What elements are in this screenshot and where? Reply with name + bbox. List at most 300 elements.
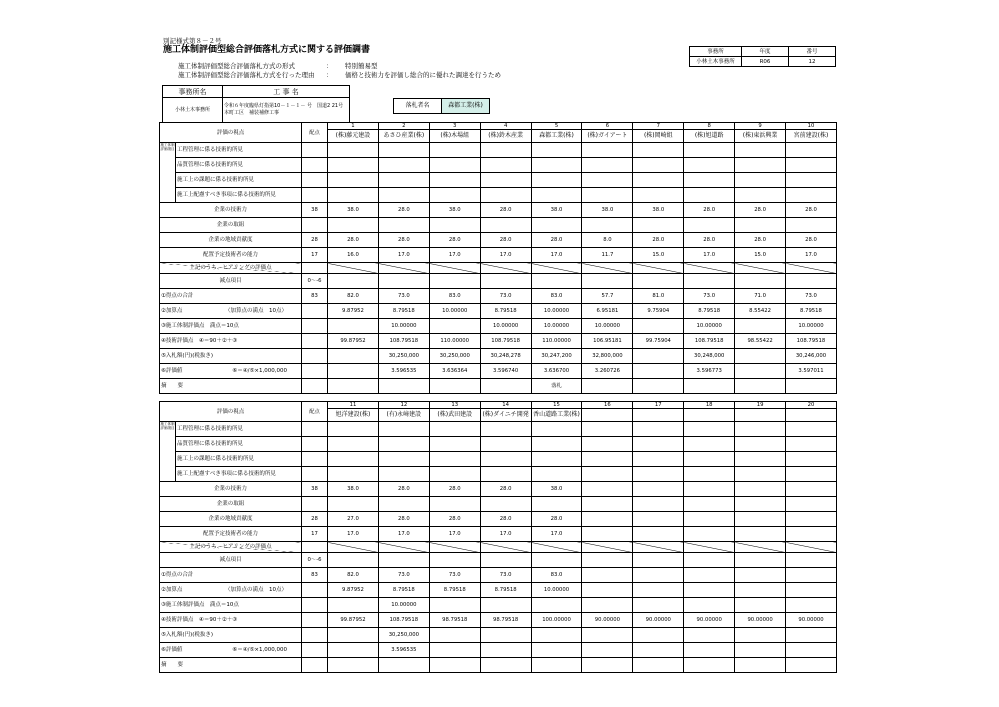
score-cell: [582, 188, 633, 203]
vertical-category-label: 施工体制評価項目: [160, 422, 176, 482]
score-cell: 15.0: [633, 248, 684, 263]
score-cell: 108.79518: [480, 334, 531, 349]
score-cell: [735, 422, 786, 437]
score-cell: [328, 319, 379, 334]
score-cell: 32,800,000: [582, 349, 633, 364]
score-cell: [328, 218, 379, 233]
row-label-note: ⑥＝④/⑤×1,000,000: [232, 368, 288, 374]
score-cell: 30,250,000: [378, 628, 429, 643]
points-cell: [302, 263, 328, 274]
score-cell: [480, 158, 531, 173]
score-cell: 15.0: [735, 248, 786, 263]
points-cell: [302, 437, 328, 452]
score-cell: 90.00000: [582, 613, 633, 628]
score-cell: [786, 143, 837, 158]
score-cell: [378, 379, 429, 394]
bidder-name: (株)木場組: [429, 130, 480, 143]
score-cell: [633, 143, 684, 158]
score-cell: [684, 482, 735, 497]
points-cell: [302, 364, 328, 379]
score-cell: [735, 467, 786, 482]
score-cell: [429, 643, 480, 658]
score-cell: [531, 658, 582, 673]
points-cell: [302, 304, 328, 319]
row-label-text: ①得点の合計: [161, 572, 194, 578]
row-label: 企業の技術力: [160, 203, 302, 218]
bidder-name: [582, 409, 633, 422]
score-cell: [531, 452, 582, 467]
score-cell: [684, 158, 735, 173]
score-cell: [633, 158, 684, 173]
score-cell: [582, 512, 633, 527]
bidder-number: 17: [633, 402, 684, 409]
score-cell: 28.0: [735, 233, 786, 248]
office-name-header: 事務所名: [163, 86, 223, 98]
score-cell: [786, 527, 837, 542]
score-cell: 38.0: [328, 482, 379, 497]
bidder-name: (株)旭道路: [684, 130, 735, 143]
row-label-text: ⑥評価値: [161, 368, 183, 374]
score-cell: 10.00000: [531, 304, 582, 319]
score-cell: [684, 379, 735, 394]
bidder-name: (株)岡崎組: [633, 130, 684, 143]
score-cell: [684, 643, 735, 658]
score-cell: [531, 422, 582, 437]
score-cell: [582, 643, 633, 658]
score-cell: [633, 658, 684, 673]
work-name-header: 工 事 名: [223, 86, 350, 98]
points-cell: [302, 173, 328, 188]
score-cell: 28.0: [429, 512, 480, 527]
score-cell: [582, 263, 633, 274]
points-cell: 0～-6: [302, 553, 328, 568]
info-box: [689, 46, 836, 67]
score-cell: [582, 542, 633, 553]
score-cell: 3.636700: [531, 364, 582, 379]
score-cell: [684, 583, 735, 598]
score-cell: [531, 598, 582, 613]
score-cell: [429, 173, 480, 188]
score-cell: [582, 658, 633, 673]
bidder-name: (株)武田建設: [429, 409, 480, 422]
score-cell: 90.00000: [633, 613, 684, 628]
row-label: [160, 643, 302, 658]
score-cell: 30,250,000: [378, 349, 429, 364]
score-cell: 17.0: [684, 248, 735, 263]
points-cell: [302, 452, 328, 467]
score-cell: [684, 527, 735, 542]
score-cell: [378, 173, 429, 188]
row-label-text: ②加算点: [161, 308, 183, 314]
score-cell: [480, 497, 531, 512]
score-cell: [735, 628, 786, 643]
score-cell: [735, 364, 786, 379]
score-cell: 10.00000: [429, 304, 480, 319]
score-cell: [429, 598, 480, 613]
score-cell: 17.0: [531, 527, 582, 542]
work-name-value: 令和６年度臨県灯指第10－１－１－ 号 国道2 21号 本町工区 補装補修工事: [223, 98, 350, 123]
score-cell: 8.79518: [480, 583, 531, 598]
reason-colon: ：: [326, 71, 333, 79]
score-cell: [480, 437, 531, 452]
score-cell: 28.0: [429, 233, 480, 248]
info-value-office: 小林土木事務所: [690, 57, 742, 67]
bidder-number: 6: [582, 123, 633, 130]
score-cell: 100.00000: [531, 613, 582, 628]
points-cell: 17: [302, 527, 328, 542]
score-cell: [378, 452, 429, 467]
score-cell: [429, 379, 480, 394]
score-cell: 73.0: [378, 289, 429, 304]
score-cell: [328, 553, 379, 568]
info-header-year: 年度: [742, 47, 789, 57]
score-cell: [480, 143, 531, 158]
score-cell: [735, 568, 786, 583]
points-cell: [302, 218, 328, 233]
score-cell: 110.00000: [429, 334, 480, 349]
score-cell: [480, 274, 531, 289]
score-cell: [328, 349, 379, 364]
winner-label: 落札者名: [394, 99, 442, 114]
score-cell: [429, 437, 480, 452]
score-cell: [378, 497, 429, 512]
row-label-note: （加算点の満点 10点）: [225, 587, 288, 593]
score-table-2: [159, 401, 837, 673]
score-cell: 10.00000: [582, 319, 633, 334]
score-cell: [582, 527, 633, 542]
score-cell: [480, 173, 531, 188]
score-cell: 28.0: [531, 233, 582, 248]
score-cell: [429, 497, 480, 512]
row-label-note: ⑥＝④/⑤×1,000,000: [232, 647, 288, 653]
score-cell: [378, 263, 429, 274]
points-cell: 38: [302, 482, 328, 497]
score-cell: [735, 527, 786, 542]
score-cell: [582, 422, 633, 437]
row-label-text: ③施工体制評価点 満点＝10点: [161, 323, 239, 329]
score-cell: [684, 263, 735, 274]
row-label: [160, 334, 302, 349]
bidder-number: 15: [531, 402, 582, 409]
score-cell: [684, 188, 735, 203]
bidder-name: (株)鈴木産業: [480, 130, 531, 143]
score-cell: 83.0: [531, 289, 582, 304]
score-cell: [633, 497, 684, 512]
score-cell: [735, 218, 786, 233]
score-cell: [429, 658, 480, 673]
score-cell: [328, 497, 379, 512]
score-cell: 28.0: [480, 482, 531, 497]
bidder-name: (有)永﨑建設: [378, 409, 429, 422]
score-cell: 8.79518: [378, 304, 429, 319]
score-cell: 38.0: [633, 203, 684, 218]
row-label: [160, 304, 302, 319]
page-title: 施工体制評価型総合評価落札方式に関する評価調書: [163, 45, 371, 55]
view-header: 評価の視点: [160, 123, 302, 143]
score-cell: [429, 143, 480, 158]
score-cell: [582, 598, 633, 613]
bidder-name: (株)藤元建設: [328, 130, 379, 143]
score-cell: [735, 379, 786, 394]
bidder-number: 5: [531, 123, 582, 130]
points-cell: 28: [302, 233, 328, 248]
row-label-text: ⑥評価値: [161, 647, 183, 653]
score-cell: 98.79518: [480, 613, 531, 628]
office-name-value: 小林土木事務所: [163, 98, 223, 123]
score-cell: [633, 553, 684, 568]
score-cell: [735, 319, 786, 334]
score-cell: 17.0: [328, 527, 379, 542]
score-cell: [582, 274, 633, 289]
bidder-number: 9: [735, 123, 786, 130]
score-cell: 38.0: [531, 203, 582, 218]
score-cell: [684, 218, 735, 233]
score-cell: 110.00000: [531, 334, 582, 349]
score-cell: [684, 658, 735, 673]
score-cell: [633, 643, 684, 658]
score-cell: [786, 437, 837, 452]
score-cell: [531, 218, 582, 233]
score-cell: [735, 437, 786, 452]
office-work-box: [162, 85, 350, 123]
info-header-number: 番号: [789, 47, 836, 57]
score-cell: [735, 158, 786, 173]
score-cell: 82.0: [328, 568, 379, 583]
score-cell: [378, 422, 429, 437]
score-cell: [735, 143, 786, 158]
score-cell: 3.596773: [684, 364, 735, 379]
form-number: 別記様式第８－２号: [163, 37, 222, 45]
score-cell: 11.7: [582, 248, 633, 263]
bidder-name: 旭洋建設(株): [328, 409, 379, 422]
score-cell: [786, 274, 837, 289]
bidder-name: [633, 409, 684, 422]
points-cell: [302, 379, 328, 394]
score-cell: [786, 263, 837, 274]
score-cell: [633, 218, 684, 233]
score-cell: [786, 583, 837, 598]
score-cell: 10.00000: [378, 319, 429, 334]
score-cell: 73.0: [378, 568, 429, 583]
points-cell: 17: [302, 248, 328, 263]
bidder-number: 3: [429, 123, 480, 130]
vertical-category-label: 施工体制評価項目: [160, 143, 176, 203]
score-cell: [480, 628, 531, 643]
score-cell: 17.0: [480, 248, 531, 263]
score-cell: 108.79518: [684, 334, 735, 349]
row-label: 企業の取組: [160, 218, 302, 233]
score-cell: [633, 349, 684, 364]
row-label: [160, 379, 302, 394]
score-cell: [786, 643, 837, 658]
row-label: [160, 568, 302, 583]
points-cell: [302, 422, 328, 437]
score-cell: [429, 188, 480, 203]
bidder-number: 14: [480, 402, 531, 409]
score-cell: 28.0: [429, 482, 480, 497]
score-cell: [582, 583, 633, 598]
score-cell: [429, 422, 480, 437]
bidder-number: 1: [328, 123, 379, 130]
score-cell: [531, 173, 582, 188]
score-cell: [633, 568, 684, 583]
score-cell: 10.00000: [531, 319, 582, 334]
score-cell: [786, 542, 837, 553]
score-table-1: [159, 122, 837, 394]
score-cell: 17.0: [786, 248, 837, 263]
bidder-name: (株)ダイニチ開発: [480, 409, 531, 422]
bidder-number: 7: [633, 123, 684, 130]
score-cell: [633, 263, 684, 274]
score-cell: 73.0: [480, 289, 531, 304]
points-cell: [302, 628, 328, 643]
score-cell: [633, 437, 684, 452]
score-cell: 3.636364: [429, 364, 480, 379]
score-cell: 3.596535: [378, 643, 429, 658]
info-header-office: 事務所: [690, 47, 742, 57]
score-cell: [378, 553, 429, 568]
score-cell: 17.0: [531, 248, 582, 263]
score-cell: [480, 553, 531, 568]
score-cell: 16.0: [328, 248, 379, 263]
score-cell: [582, 482, 633, 497]
score-cell: [735, 482, 786, 497]
score-cell: [429, 319, 480, 334]
score-cell: [328, 598, 379, 613]
score-cell: [786, 379, 837, 394]
bidder-name: 宮前建設(株): [786, 130, 837, 143]
row-label-text: ③施工体制評価点 満点＝10点: [161, 602, 239, 608]
winner-name: 森都工業(株): [442, 99, 490, 114]
points-cell: [302, 334, 328, 349]
points-header: 配点: [302, 123, 328, 143]
score-cell: [786, 188, 837, 203]
score-cell: [582, 158, 633, 173]
row-label: 上記のうち、ヒアリングの評価点: [160, 542, 302, 553]
score-cell: [480, 467, 531, 482]
score-cell: 99.87952: [328, 334, 379, 349]
score-cell: [735, 512, 786, 527]
score-cell: [633, 319, 684, 334]
score-cell: [786, 218, 837, 233]
score-cell: [378, 143, 429, 158]
score-cell: [633, 452, 684, 467]
row-label-text: ⑤入札額(円)(税抜き): [161, 353, 214, 359]
row-label: 施工上の課題に係る技術的所見: [176, 173, 302, 188]
score-cell: [633, 173, 684, 188]
score-cell: [684, 274, 735, 289]
score-cell: 28.0: [378, 233, 429, 248]
score-cell: 28.0: [480, 512, 531, 527]
score-cell: [378, 467, 429, 482]
score-cell: [684, 568, 735, 583]
bidder-name: [735, 409, 786, 422]
score-cell: 9.75904: [633, 304, 684, 319]
points-cell: [302, 143, 328, 158]
bidder-name: あさひ産業(株): [378, 130, 429, 143]
score-cell: 17.0: [429, 248, 480, 263]
score-cell: 83.0: [531, 568, 582, 583]
score-cell: 9.87952: [328, 304, 379, 319]
bidder-number: 19: [735, 402, 786, 409]
score-cell: 28.0: [684, 233, 735, 248]
score-cell: [633, 422, 684, 437]
score-cell: [429, 542, 480, 553]
score-cell: 38.0: [582, 203, 633, 218]
score-cell: 10.00000: [480, 319, 531, 334]
score-cell: [429, 628, 480, 643]
points-cell: 38: [302, 203, 328, 218]
points-cell: [302, 497, 328, 512]
score-cell: 90.00000: [684, 613, 735, 628]
score-cell: 3.596535: [378, 364, 429, 379]
score-cell: 81.0: [633, 289, 684, 304]
score-cell: 28.0: [480, 233, 531, 248]
score-cell: [378, 188, 429, 203]
score-cell: [531, 467, 582, 482]
score-cell: [786, 568, 837, 583]
score-cell: [378, 218, 429, 233]
score-cell: [684, 437, 735, 452]
row-label-text: 摘 要: [161, 383, 184, 389]
score-cell: 73.0: [429, 568, 480, 583]
score-cell: [480, 218, 531, 233]
score-cell: 28.0: [328, 233, 379, 248]
points-cell: 83: [302, 289, 328, 304]
score-cell: 3.260726: [582, 364, 633, 379]
bidder-number: 12: [378, 402, 429, 409]
score-cell: [786, 467, 837, 482]
score-cell: [480, 263, 531, 274]
row-label: 配置予定技術者の能力: [160, 248, 302, 263]
score-cell: [429, 274, 480, 289]
score-cell: [633, 598, 684, 613]
method-value: 特別簡易型: [345, 62, 378, 70]
score-cell: [684, 598, 735, 613]
score-cell: 38.0: [429, 203, 480, 218]
score-cell: [480, 422, 531, 437]
points-cell: [302, 158, 328, 173]
score-cell: [786, 497, 837, 512]
score-cell: [480, 188, 531, 203]
score-cell: [633, 379, 684, 394]
points-cell: [302, 349, 328, 364]
score-cell: [378, 158, 429, 173]
score-cell: [684, 553, 735, 568]
score-cell: [684, 173, 735, 188]
score-cell: [328, 452, 379, 467]
score-cell: 73.0: [684, 289, 735, 304]
row-label: 施工上配慮すべき事項に係る技術的所見: [176, 188, 302, 203]
score-cell: 30,246,000: [786, 349, 837, 364]
row-label: [160, 613, 302, 628]
bidder-name: (株)ガイアート: [582, 130, 633, 143]
score-cell: [633, 274, 684, 289]
score-cell: [684, 497, 735, 512]
score-cell: [328, 422, 379, 437]
score-cell: [786, 512, 837, 527]
score-cell: [735, 452, 786, 467]
score-cell: 8.79518: [480, 304, 531, 319]
score-cell: [633, 628, 684, 643]
score-cell: [378, 658, 429, 673]
bidder-name: 香山道路工業(株): [531, 409, 582, 422]
points-cell: 0～-6: [302, 274, 328, 289]
row-label: 工程管理に係る技術的所見: [176, 143, 302, 158]
score-cell: [735, 263, 786, 274]
info-value-year: R06: [742, 57, 789, 67]
points-cell: [302, 658, 328, 673]
